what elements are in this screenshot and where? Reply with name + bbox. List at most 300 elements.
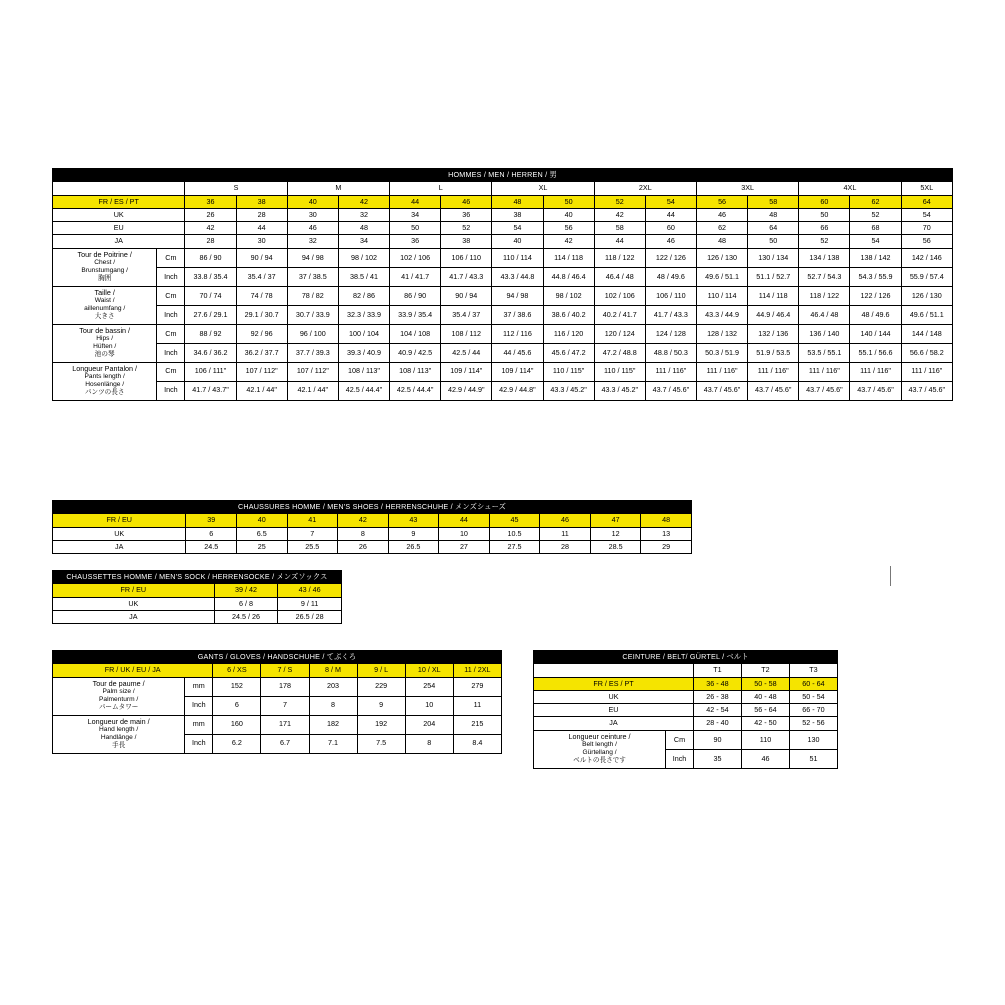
fr-value: 47 (590, 514, 641, 527)
fr-value: 36 - 48 (694, 677, 742, 690)
measure-value-inch: 43.7 / 45.6" (645, 381, 696, 400)
measure-row-cm (534, 730, 838, 749)
measure-value-inch: 6.2 (213, 734, 261, 753)
row-value: 24.5 / 26 (214, 610, 278, 623)
measure-value-inch: 40.9 / 42.5 (390, 343, 441, 362)
fr-value: 54 (645, 195, 696, 208)
measure-row-inch (53, 305, 953, 324)
measure-value-inch: 10 (405, 696, 453, 715)
unit-inch: Inch (185, 734, 213, 753)
unit-mm: mm (185, 677, 213, 696)
fr-value: 50 (543, 195, 594, 208)
measure-value-inch: 44.8 / 46.4 (543, 267, 594, 286)
row-value: 8 (338, 527, 389, 540)
men-title-translations: / MEN / HERREN / 男 (481, 170, 557, 179)
measure-value-inch: 42.5 / 44.4" (338, 381, 389, 400)
measure-value-inch: 37.7 / 39.3 (287, 343, 338, 362)
measure-value-cm: 126 / 130 (901, 286, 952, 305)
row-value: 54 (492, 222, 543, 235)
row-value: 64 (748, 222, 799, 235)
table-row (53, 610, 342, 623)
measure-value-inch: 43.7 / 45.6" (748, 381, 799, 400)
measure-value-inch: 56.6 / 58.2 (901, 343, 952, 362)
measure-value-cm: 130 (790, 730, 838, 749)
measure-value-inch: 42.1 / 44" (236, 381, 287, 400)
measure-value-mm: 182 (309, 715, 357, 734)
size-group-row (53, 182, 953, 195)
row-value: 10.5 (489, 527, 540, 540)
measure-value-inch: 44.9 / 46.4 (748, 305, 799, 324)
measure-value-cm: 104 / 108 (390, 324, 441, 343)
size-group-3XL: 3XL (696, 182, 798, 195)
row-value: 13 (641, 527, 692, 540)
table-header-bar (53, 651, 502, 664)
row-value: 36 (390, 235, 441, 248)
measure-row-mm (53, 677, 502, 696)
row-value: 26.5 / 28 (278, 610, 342, 623)
measure-value-inch: 46.4 / 48 (799, 305, 850, 324)
measure-value-inch: 40.2 / 41.7 (594, 305, 645, 324)
fr-value: 42 (338, 514, 389, 527)
spacer-cell (534, 664, 694, 677)
row-value: 30 (287, 208, 338, 221)
table-row (53, 222, 953, 235)
fr-label: FR / EU (53, 584, 215, 597)
socks-title: CHAUSSETTES HOMME (66, 572, 153, 581)
measure-row-inch (53, 267, 953, 286)
measure-value-cm: 94 / 98 (287, 248, 338, 267)
measure-value-mm: 203 (309, 677, 357, 696)
measure-value-cm: 116 / 120 (543, 324, 594, 343)
measure-label: Taille / Waist / aillenumfang / 大きさ (53, 286, 157, 324)
gloves-title: GANTS (197, 652, 224, 661)
measure-value-inch: 42.5 / 44.4" (390, 381, 441, 400)
fr-value: 50 - 58 (742, 677, 790, 690)
measure-value-inch: 8 (309, 696, 357, 715)
row-label: EU (53, 222, 185, 235)
fr-value: 43 / 46 (278, 584, 342, 597)
fr-value: 58 (748, 195, 799, 208)
measure-value-cm: 100 / 104 (338, 324, 389, 343)
measure-value-inch: 32.3 / 33.9 (338, 305, 389, 324)
row-value: 6 / 8 (214, 597, 278, 610)
row-label: UK (534, 690, 694, 703)
measure-value-cm: 108 / 112 (441, 324, 492, 343)
measure-value-inch: 8.4 (453, 734, 501, 753)
measure-value-cm: 107 / 112" (236, 362, 287, 381)
fr-value: 41 (287, 514, 338, 527)
row-value: 26 (338, 540, 389, 553)
measure-value-cm: 98 / 102 (543, 286, 594, 305)
table-row (53, 208, 953, 221)
measure-value-inch: 36.2 / 37.7 (236, 343, 287, 362)
measure-value-cm: 111 / 116" (696, 362, 747, 381)
measure-value-inch: 53.5 / 55.1 (799, 343, 850, 362)
row-value: 42 (594, 208, 645, 221)
measure-value-cm: 124 / 128 (645, 324, 696, 343)
shoes-title-translations: / MEN'S SHOES / HERRENSCHUHE / メンズシューズ (320, 502, 507, 511)
measure-value-cm: 106 / 110 (441, 248, 492, 267)
row-value: 27 (439, 540, 490, 553)
measure-value-inch: 41 / 41.7 (390, 267, 441, 286)
row-value: 28.5 (590, 540, 641, 553)
measure-value-inch: 7.1 (309, 734, 357, 753)
fr-value: 60 (799, 195, 850, 208)
row-label: UK (53, 527, 186, 540)
row-value: 28 (540, 540, 591, 553)
measure-value-cm: 118 / 122 (594, 248, 645, 267)
measure-value-cm: 106 / 110 (645, 286, 696, 305)
measure-value-cm: 111 / 116" (901, 362, 952, 381)
row-value: 24.5 (186, 540, 237, 553)
measure-value-mm: 178 (261, 677, 309, 696)
measure-value-cm: 138 / 142 (850, 248, 901, 267)
row-value: 66 - 70 (790, 704, 838, 717)
measure-value-inch: 7 (261, 696, 309, 715)
mens-shoes-table (52, 500, 692, 554)
measure-value-inch: 46 (742, 749, 790, 768)
fr-label: FR / UK / EU / JA (53, 664, 213, 677)
measure-value-inch: 49.6 / 51.1 (696, 267, 747, 286)
measure-value-cm: 78 / 82 (287, 286, 338, 305)
measure-value-cm: 118 / 122 (799, 286, 850, 305)
row-value: 9 (388, 527, 439, 540)
table-row (53, 597, 342, 610)
measure-value-inch: 42.9 / 44.9" (441, 381, 492, 400)
fr-value: 11 / 2XL (453, 664, 501, 677)
fr-value: 9 / L (357, 664, 405, 677)
fr-value: 64 (901, 195, 952, 208)
measure-value-cm: 126 / 130 (696, 248, 747, 267)
row-value: 50 (390, 222, 441, 235)
size-T3: T3 (790, 664, 838, 677)
row-value: 56 (543, 222, 594, 235)
fr-value: 39 / 42 (214, 584, 278, 597)
measure-value-inch: 43.3 / 45.2" (543, 381, 594, 400)
measure-value-cm: 114 / 118 (748, 286, 799, 305)
spacer-cell (53, 182, 185, 195)
measure-label: Tour de Poitrine / Chest / Brunstumgang / 胸囲 (53, 248, 157, 286)
row-value: 40 (543, 208, 594, 221)
measure-value-inch: 38.6 / 40.2 (543, 305, 594, 324)
measure-row-cm (53, 248, 953, 267)
measure-value-cm: 108 / 113" (390, 362, 441, 381)
unit-inch: Inch (157, 267, 185, 286)
measure-value-inch: 55.1 / 56.6 (850, 343, 901, 362)
measure-value-inch: 29.1 / 30.7 (236, 305, 287, 324)
size-group-XL: XL (492, 182, 594, 195)
row-value: 10 (439, 527, 490, 540)
measure-value-inch: 6.7 (261, 734, 309, 753)
fr-value: 44 (390, 195, 441, 208)
row-value: 50 (748, 235, 799, 248)
measure-value-cm: 110 / 114 (492, 248, 543, 267)
fr-value: 43 (388, 514, 439, 527)
measure-value-cm: 110 / 115" (594, 362, 645, 381)
measure-value-cm: 110 (742, 730, 790, 749)
unit-cm: Cm (157, 324, 185, 343)
fr-row (53, 664, 502, 677)
row-value: 48 (338, 222, 389, 235)
measure-value-inch: 55.9 / 57.4 (901, 267, 952, 286)
gloves-table (52, 650, 502, 754)
row-value: 68 (850, 222, 901, 235)
measure-label: Longueur Pantalon / Pants length / Hosenlänge / パンツの長さ (53, 362, 157, 400)
row-value: 6.5 (236, 527, 287, 540)
measure-value-cm: 130 / 134 (748, 248, 799, 267)
shoes-title: CHAUSSURES HOMME (237, 502, 321, 511)
row-value: 56 (901, 235, 952, 248)
table-row (534, 690, 838, 703)
row-value: 32 (338, 208, 389, 221)
measure-value-mm: 171 (261, 715, 309, 734)
fr-value: 10 / XL (405, 664, 453, 677)
measure-value-cm: 108 / 113" (338, 362, 389, 381)
row-value: 52 (799, 235, 850, 248)
fr-value: 44 (439, 514, 490, 527)
row-value: 62 (696, 222, 747, 235)
measure-value-cm: 94 / 98 (492, 286, 543, 305)
measure-row-inch (53, 381, 953, 400)
row-value: 54 (850, 235, 901, 248)
row-value: 28 - 40 (694, 717, 742, 730)
measure-label: Longueur de main / Hand length / Handlänge / 手長 (53, 715, 185, 753)
mens-size-table (52, 168, 953, 401)
measure-row-cm (53, 286, 953, 305)
row-value: 27.5 (489, 540, 540, 553)
measure-value-cm: 140 / 144 (850, 324, 901, 343)
measure-value-cm: 120 / 124 (594, 324, 645, 343)
fr-value: 48 (492, 195, 543, 208)
measure-value-inch: 11 (453, 696, 501, 715)
measure-value-cm: 82 / 86 (338, 286, 389, 305)
fr-value: 39 (186, 514, 237, 527)
measure-value-cm: 144 / 148 (901, 324, 952, 343)
size-group-L: L (390, 182, 492, 195)
row-value: 42 (543, 235, 594, 248)
fr-value: 60 - 64 (790, 677, 838, 690)
fr-value: 62 (850, 195, 901, 208)
unit-cm: Cm (157, 286, 185, 305)
unit-cm: Cm (666, 730, 694, 749)
measure-value-cm: 111 / 116" (799, 362, 850, 381)
gloves-title-translations: / GLOVES / HANDSCHUHE / てぶくろ (223, 652, 357, 661)
measure-value-inch: 35.4 / 37 (236, 267, 287, 286)
measure-value-cm: 111 / 116" (850, 362, 901, 381)
row-value: 6 (186, 527, 237, 540)
measure-value-inch: 34.6 / 36.2 (185, 343, 236, 362)
measure-value-inch: 37 / 38.6 (492, 305, 543, 324)
fr-value: 56 (696, 195, 747, 208)
measure-value-inch: 49.6 / 51.1 (901, 305, 952, 324)
row-value: 7 (287, 527, 338, 540)
measure-value-cm: 86 / 90 (185, 248, 236, 267)
size-group-5XL: 5XL (901, 182, 952, 195)
unit-inch: Inch (185, 696, 213, 715)
row-value: 70 (901, 222, 952, 235)
fr-row (534, 677, 838, 690)
measure-value-inch: 41.7 / 43.7" (185, 381, 236, 400)
row-value: 42 (185, 222, 236, 235)
measure-row-cm (53, 362, 953, 381)
unit-cm: Cm (157, 248, 185, 267)
row-value: 52 (441, 222, 492, 235)
measure-value-cm: 134 / 138 (799, 248, 850, 267)
table-row (534, 717, 838, 730)
row-label: JA (53, 235, 185, 248)
unit-inch: Inch (157, 381, 185, 400)
size-T1: T1 (694, 664, 742, 677)
unit-inch: Inch (157, 343, 185, 362)
row-value: 9 / 11 (278, 597, 342, 610)
table-row (53, 235, 953, 248)
row-value: 34 (338, 235, 389, 248)
measure-value-mm: 254 (405, 677, 453, 696)
row-value: 25 (236, 540, 287, 553)
measure-value-inch: 9 (357, 696, 405, 715)
fr-value: 40 (287, 195, 338, 208)
measure-value-inch: 43.7 / 45.6" (850, 381, 901, 400)
page-tick-mark (890, 566, 891, 586)
measure-value-mm: 229 (357, 677, 405, 696)
measure-value-cm: 106 / 111" (185, 362, 236, 381)
measure-value-cm: 128 / 132 (696, 324, 747, 343)
measure-value-inch: 48.8 / 50.3 (645, 343, 696, 362)
fr-label: FR / ES / PT (53, 195, 185, 208)
size-group-S: S (185, 182, 287, 195)
row-label: JA (53, 540, 186, 553)
row-value: 42 - 54 (694, 704, 742, 717)
measure-value-inch: 51 (790, 749, 838, 768)
unit-inch: Inch (157, 305, 185, 324)
measure-value-inch: 33.9 / 35.4 (390, 305, 441, 324)
measure-value-cm: 88 / 92 (185, 324, 236, 343)
belt-table (533, 650, 838, 769)
measure-value-inch: 43.7 / 45.6" (799, 381, 850, 400)
measure-value-inch: 35.4 / 37 (441, 305, 492, 324)
measure-value-cm: 107 / 112" (287, 362, 338, 381)
measure-value-cm: 70 / 74 (185, 286, 236, 305)
measure-value-inch: 27.6 / 29.1 (185, 305, 236, 324)
measure-value-mm: 160 (213, 715, 261, 734)
measure-value-cm: 132 / 136 (748, 324, 799, 343)
fr-row (53, 514, 692, 527)
measure-value-inch: 42.5 / 44 (441, 343, 492, 362)
row-value: 42 - 50 (742, 717, 790, 730)
row-value: 44 (645, 208, 696, 221)
table-header-bar (534, 651, 838, 664)
men-title: HOMMES (448, 170, 482, 179)
unit-cm: Cm (157, 362, 185, 381)
measure-value-cm: 74 / 78 (236, 286, 287, 305)
measure-value-inch: 42.1 / 44" (287, 381, 338, 400)
mens-socks-table (52, 570, 342, 624)
measure-value-inch: 47.2 / 48.8 (594, 343, 645, 362)
fr-value: 46 (540, 514, 591, 527)
measure-value-cm: 90 / 94 (236, 248, 287, 267)
measure-value-mm: 279 (453, 677, 501, 696)
measure-value-inch: 50.3 / 51.9 (696, 343, 747, 362)
row-label: EU (534, 704, 694, 717)
row-value: 58 (594, 222, 645, 235)
measure-label: Tour de paume / Palm size / Palmenturm / パームタワー (53, 677, 185, 715)
fr-value: 8 / M (309, 664, 357, 677)
row-value: 48 (696, 235, 747, 248)
fr-value: 36 (185, 195, 236, 208)
belt-size-row (534, 664, 838, 677)
measure-value-inch: 39.3 / 40.9 (338, 343, 389, 362)
fr-value: 38 (236, 195, 287, 208)
table-row (534, 704, 838, 717)
measure-value-inch: 51.9 / 53.5 (748, 343, 799, 362)
row-value: 46 (645, 235, 696, 248)
measure-value-cm: 111 / 116" (748, 362, 799, 381)
row-label: JA (53, 610, 215, 623)
row-value: 30 (236, 235, 287, 248)
measure-value-inch: 7.5 (357, 734, 405, 753)
size-group-M: M (287, 182, 389, 195)
row-value: 28 (185, 235, 236, 248)
belt-title: CEINTURE (622, 652, 661, 661)
row-value: 44 (594, 235, 645, 248)
table-row (53, 540, 692, 553)
measure-value-cm: 90 / 94 (441, 286, 492, 305)
row-value: 54 (901, 208, 952, 221)
size-T2: T2 (742, 664, 790, 677)
fr-value: 40 (236, 514, 287, 527)
size-group-2XL: 2XL (594, 182, 696, 195)
measure-value-cm: 109 / 114" (492, 362, 543, 381)
measure-value-mm: 204 (405, 715, 453, 734)
measure-row-cm (53, 324, 953, 343)
measure-value-mm: 152 (213, 677, 261, 696)
fr-row (53, 195, 953, 208)
measure-value-cm: 122 / 126 (850, 286, 901, 305)
measure-value-inch: 37 / 38.5 (287, 267, 338, 286)
fr-value: 6 / XS (213, 664, 261, 677)
measure-value-inch: 30.7 / 33.9 (287, 305, 338, 324)
fr-value: 48 (641, 514, 692, 527)
row-value: 48 (748, 208, 799, 221)
row-value: 50 - 54 (790, 690, 838, 703)
fr-row (53, 584, 342, 597)
unit-inch: Inch (666, 749, 694, 768)
measure-value-inch: 44 / 45.6 (492, 343, 543, 362)
measure-label: Longueur ceinture / Belt length / Gürtellang / ベルトの長さです (534, 730, 666, 768)
table-row (53, 527, 692, 540)
row-value: 34 (390, 208, 441, 221)
measure-value-cm: 111 / 116" (645, 362, 696, 381)
row-value: 46 (696, 208, 747, 221)
measure-value-inch: 42.9 / 44.8" (492, 381, 543, 400)
row-value: 25.5 (287, 540, 338, 553)
row-value: 26.5 (388, 540, 439, 553)
row-value: 56 - 64 (742, 704, 790, 717)
row-value: 11 (540, 527, 591, 540)
socks-title-translations: / MEN'S SOCK / HERRENSOCKE / メンズソックス (152, 572, 328, 581)
measure-row-inch (53, 343, 953, 362)
measure-value-cm: 90 (694, 730, 742, 749)
measure-value-cm: 142 / 146 (901, 248, 952, 267)
row-value: 46 (287, 222, 338, 235)
measure-value-inch: 38.5 / 41 (338, 267, 389, 286)
measure-value-cm: 122 / 126 (645, 248, 696, 267)
measure-value-inch: 52.7 / 54.3 (799, 267, 850, 286)
unit-mm: mm (185, 715, 213, 734)
measure-value-inch: 54.3 / 55.9 (850, 267, 901, 286)
measure-value-inch: 51.1 / 52.7 (748, 267, 799, 286)
fr-value: 45 (489, 514, 540, 527)
